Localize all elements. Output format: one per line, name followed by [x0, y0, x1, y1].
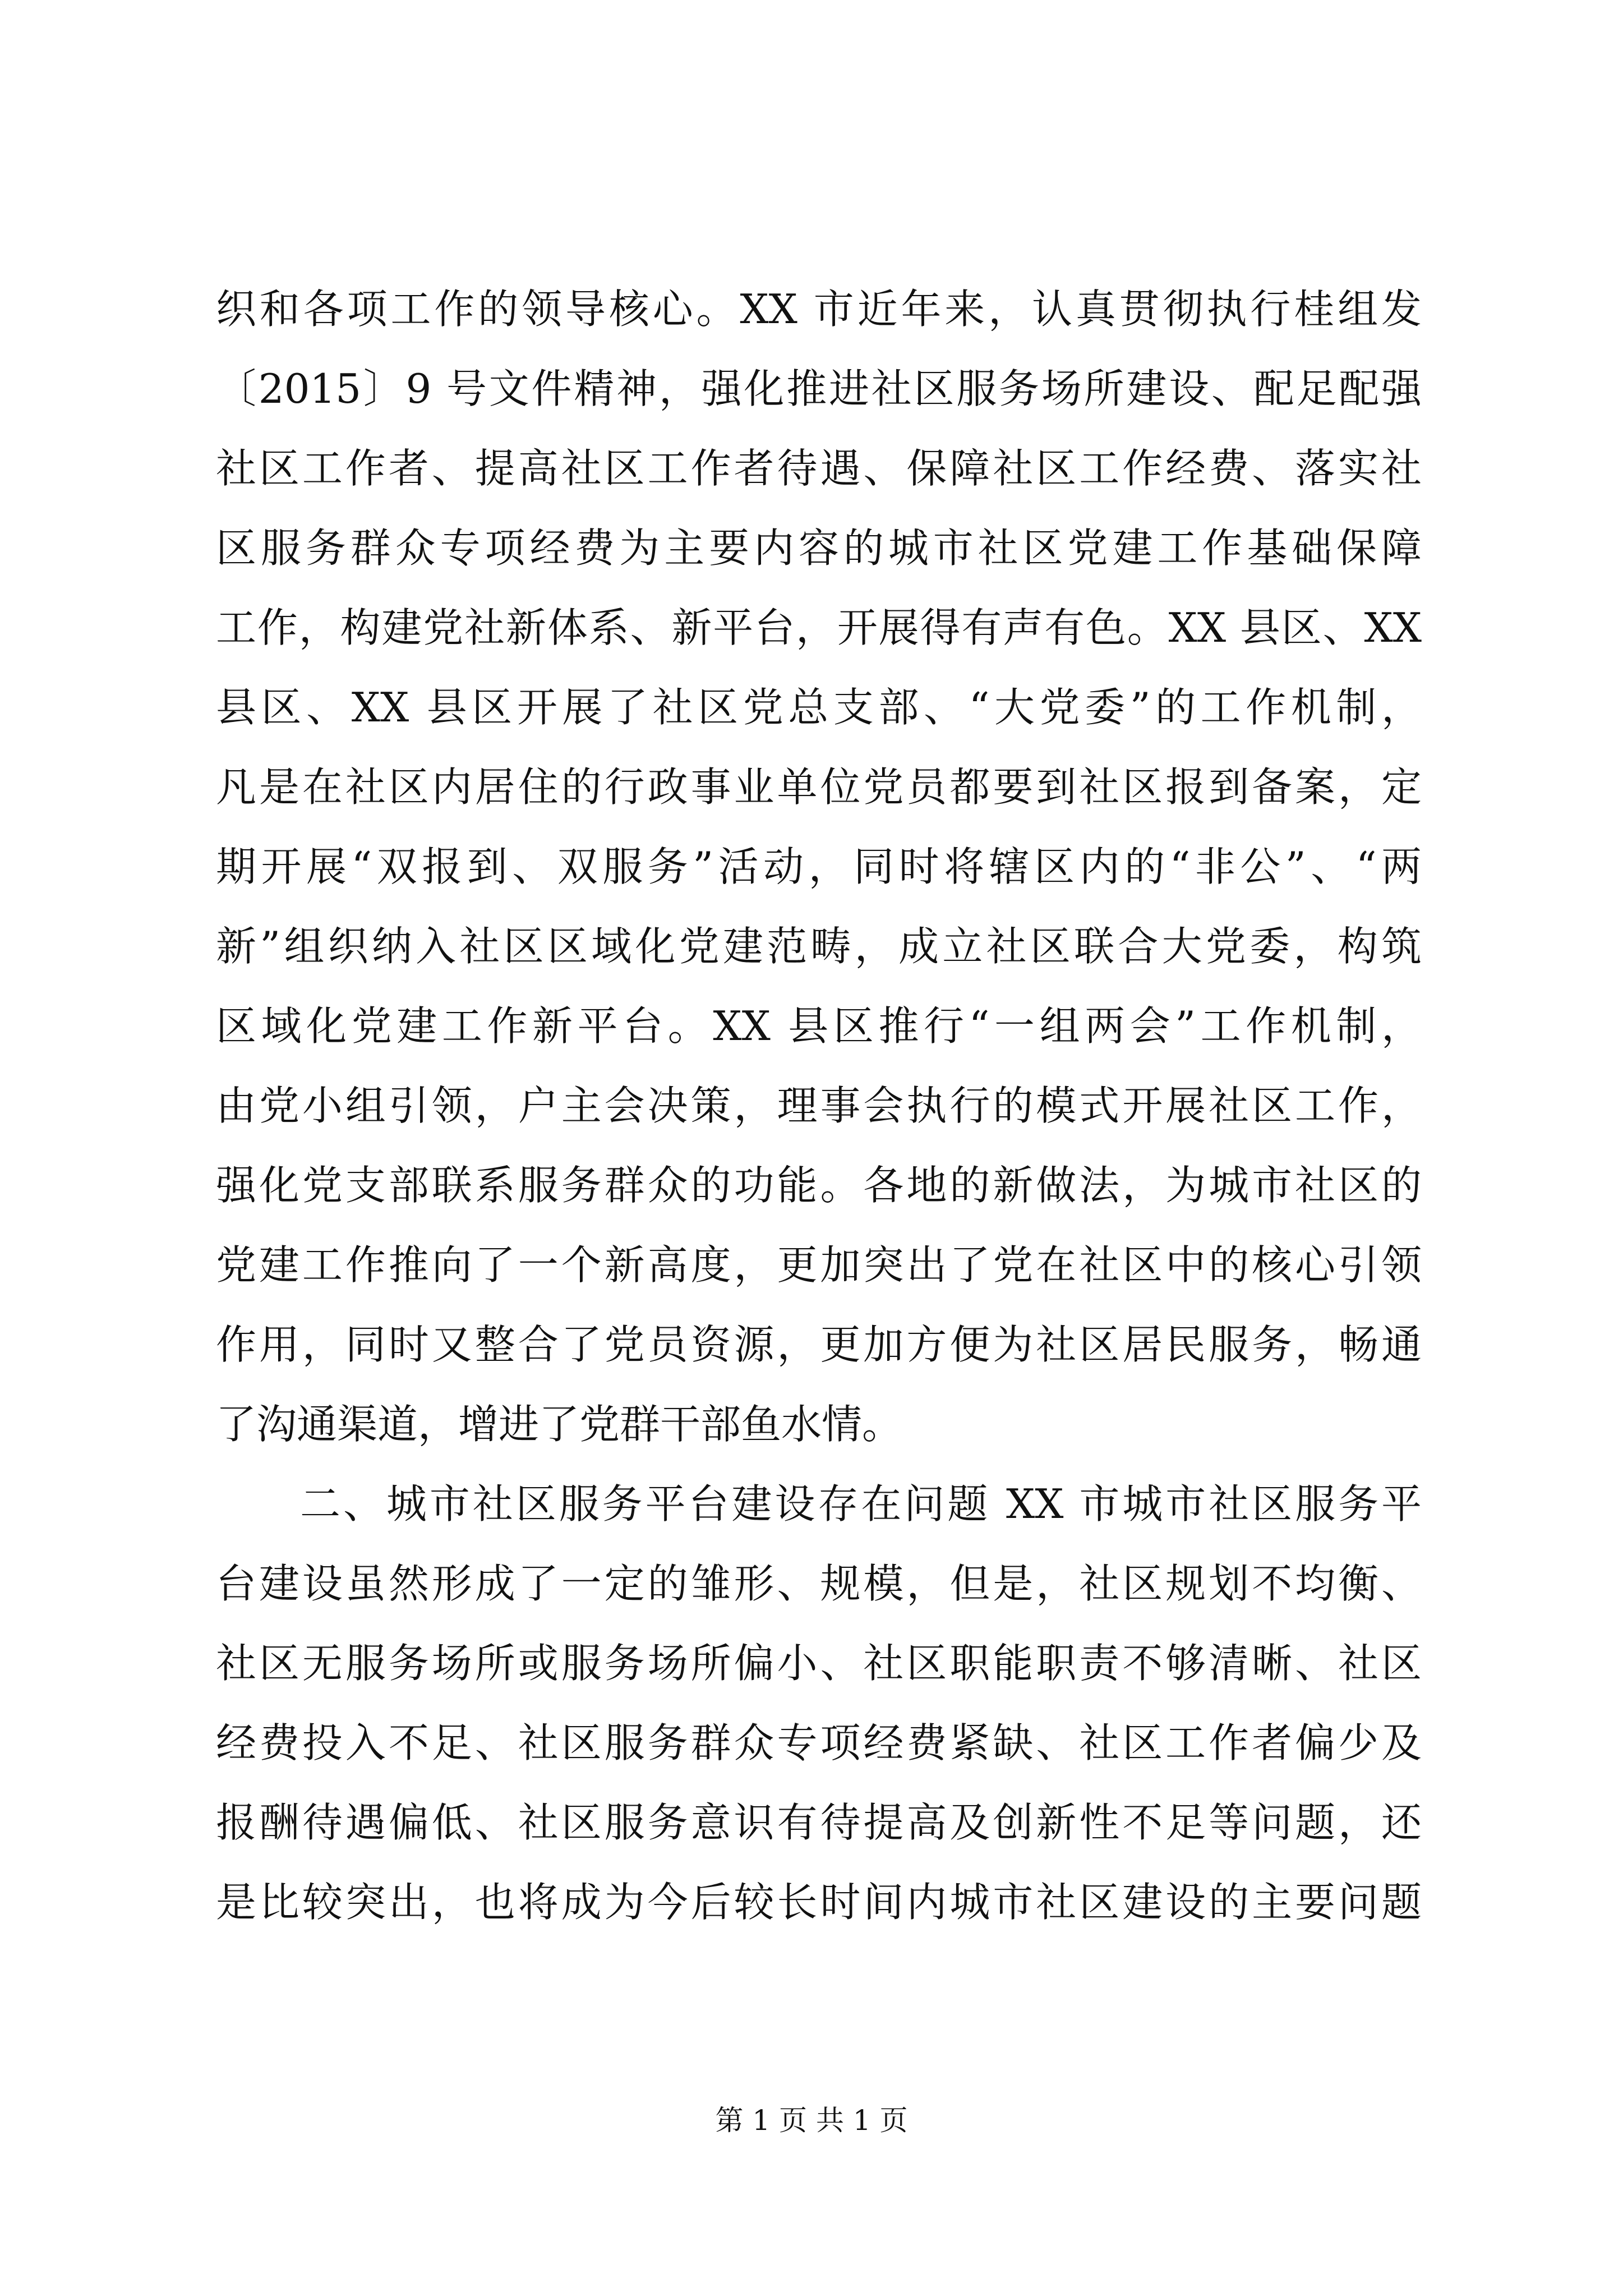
text-line: 台建设虽然形成了一定的雏形、规模，但是，社区规划不均衡、 [216, 1560, 1422, 1607]
text-line: 经费投入不足、社区服务群众专项经费紧缺、社区工作者偏少及 [216, 1719, 1422, 1766]
text-line: 社区无服务场所或服务场所偏小、社区职能职责不够清晰、社区 [216, 1640, 1422, 1687]
text-line: 了沟通渠道，增进了党群干部鱼水情。 [216, 1401, 903, 1448]
page-footer [0, 2101, 1623, 2140]
text-line: 区域化党建工作新平台。XX 县区推行“一组两会”工作机制， [216, 1002, 1422, 1050]
body-text [216, 269, 1422, 1942]
text-line: 报酬待遇偏低、社区服务意识有待提高及创新性不足等问题，还 [216, 1799, 1422, 1846]
page-number-label: 第 1 页 共 1 页 [715, 2104, 908, 2137]
text-line: 由党小组引领，户主会决策，理事会执行的模式开展社区工作， [216, 1082, 1422, 1129]
text-line: 凡是在社区内居住的行政事业单位党员都要到社区报到备案，定 [216, 763, 1422, 811]
text-line: 作用，同时又整合了党员资源，更加方便为社区居民服务，畅通 [216, 1321, 1422, 1368]
text-line: 区服务群众专项经费为主要内容的城市社区党建工作基础保障 [216, 524, 1422, 572]
text-line: 党建工作推向了一个新高度，更加突出了党在社区中的核心引领 [216, 1241, 1422, 1289]
text-line: 新”组织纳入社区区域化党建范畴，成立社区联合大党委，构筑 [216, 923, 1422, 970]
text-line: 工作，构建党社新体系、新平台，开展得有声有色。XX 县区、XX [216, 604, 1422, 651]
text-line: 织和各项工作的领导核心。XX 市近年来，认真贯彻执行桂组发 [216, 286, 1422, 333]
text-line: 期开展“双报到、双服务”活动，同时将辖区内的“非公”、“两 [216, 843, 1422, 890]
text-line: 社区工作者、提高社区工作者待遇、保障社区工作经费、落实社 [216, 445, 1422, 492]
section-heading-line: 二、城市社区服务平台建设存在问题 XX 市城市社区服务平 [300, 1480, 1422, 1527]
text-line: 是比较突出，也将成为今后较长时间内城市社区建设的主要问题 [216, 1879, 1422, 1926]
text-line: 县区、XX 县区开展了社区党总支部、“大党委”的工作机制， [216, 684, 1422, 731]
text-line: 强化党支部联系服务群众的功能。各地的新做法，为城市社区的 [216, 1162, 1422, 1209]
text-line: 〔2015〕9 号文件精神，强化推进社区服务场所建设、配足配强 [216, 365, 1422, 412]
